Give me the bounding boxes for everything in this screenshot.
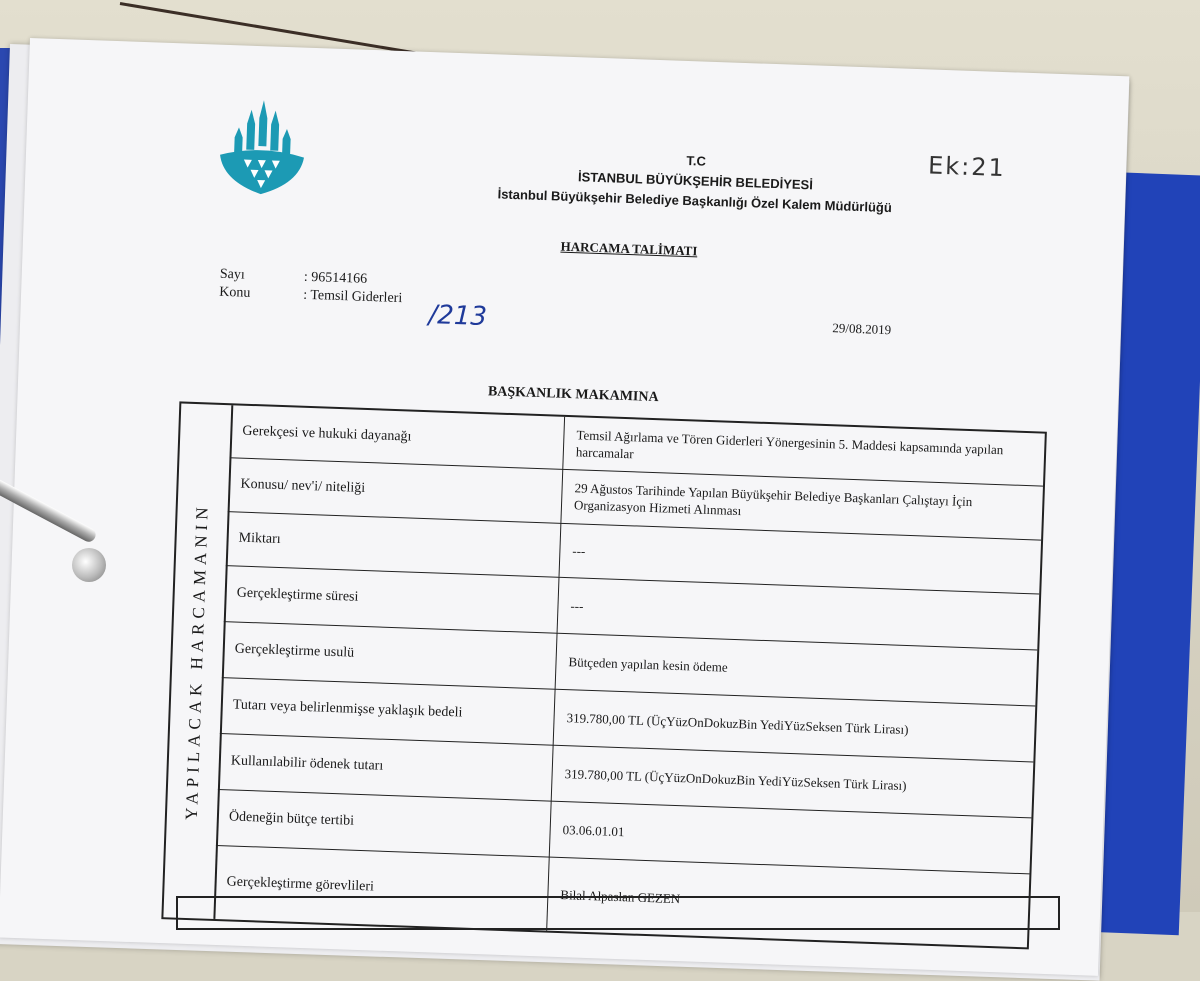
- header-department: İstanbul Büyükşehir Belediye Başkanlığı Özel Kalem Müdürlüğü: [497, 186, 893, 216]
- konu-label: Konu: [218, 284, 251, 301]
- header-tc: T.C: [686, 152, 707, 169]
- row-label: Gerçekleştirme usulü: [222, 621, 558, 689]
- sayi-label: Sayı: [219, 266, 246, 283]
- handwritten-subject-number: /213: [428, 300, 488, 333]
- addressee: BAŞKANLIK MAKAMINA: [487, 384, 659, 406]
- document-page: [0, 38, 1129, 976]
- row-label: Kullanılabilir ödenek tutarı: [218, 733, 554, 801]
- row-value: Temsil Ağırlama ve Tören Giderleri Yönergesinin 5. Maddesi kapsamında yapılan harcamalar: [575, 427, 1004, 462]
- row-value: Bilal Alpaslan GEZEN: [560, 886, 681, 906]
- konu-value: : Temsil Giderleri: [302, 287, 403, 307]
- expense-table: [161, 401, 1047, 949]
- sayi-value: : 96514166: [303, 269, 368, 287]
- row-value: Bütçeden yapılan kesin ödeme: [568, 653, 728, 675]
- document-date: 29/08.2019: [832, 320, 892, 338]
- next-table-edge: [176, 896, 1060, 930]
- row-value: 29 Ağustos Tarihinde Yapılan Büyükşehir Belediye Başkanları Çalıştayı İçin Organizasyon Hizmeti Alınması: [573, 480, 973, 519]
- row-label: Gerçekleştirme süresi: [224, 565, 560, 633]
- row-value: ---: [570, 597, 584, 614]
- vertical-label: YAPILACAK HARCAMANIN: [181, 502, 212, 821]
- row-label: Miktarı: [226, 511, 562, 577]
- row-value: 319.780,00 TL (ÜçYüzOnDokuzBin YediYüzSeksen Türk Lirası): [566, 709, 909, 737]
- handwritten-annex-number: Ek:21: [927, 151, 1007, 183]
- row-value: 319.780,00 TL (ÜçYüzOnDokuzBin YediYüzSeksen Türk Lirası): [564, 765, 907, 793]
- row-value: ---: [572, 542, 586, 559]
- row-label: Ödeneğin bütçe tertibi: [216, 789, 552, 857]
- row-label: Gerçekleştirme görevlileri: [213, 845, 549, 931]
- header-institution: İSTANBUL BÜYÜKŞEHİR BELEDİYESİ: [577, 169, 814, 193]
- row-value: 03.06.01.01: [562, 821, 625, 839]
- row-label: Tutarı veya belirlenmişse yaklaşık bedeli: [220, 677, 556, 745]
- document-title: HARCAMA TALİMATI: [560, 238, 698, 259]
- document-header: [455, 143, 937, 220]
- ibb-logo-icon: [213, 97, 312, 200]
- row-label: Gerekçesi ve hukuki dayanağı: [229, 405, 565, 469]
- binder-ring-knob: [72, 548, 106, 582]
- row-label: Konusu/ nev'i/ niteliği: [228, 457, 564, 523]
